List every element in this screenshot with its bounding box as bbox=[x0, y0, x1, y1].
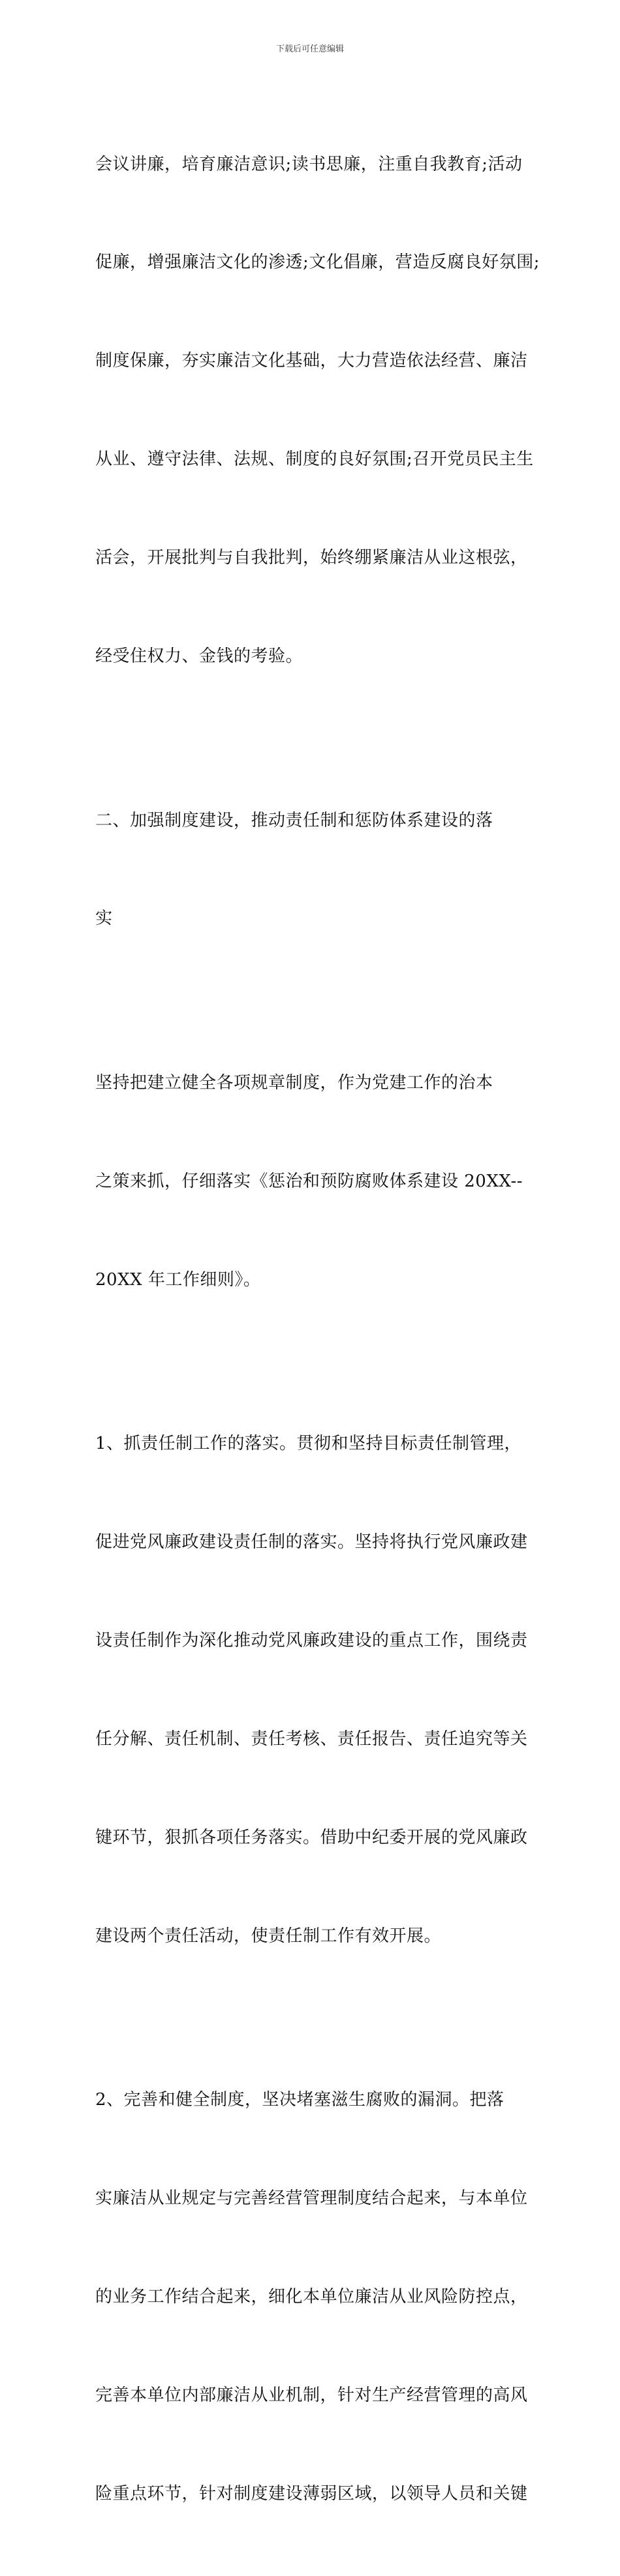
section-heading bbox=[95, 738, 542, 1001]
text-line: 建设两个责任活动，使责任制工作有效开展。 bbox=[95, 1926, 442, 1946]
paragraph bbox=[95, 82, 542, 738]
text-line: 键环节，狠抓各项任务落实。借助中纪委开展的党风廉政 bbox=[95, 1827, 528, 1847]
text-line: 20XX 年工作细则》。 bbox=[95, 1269, 261, 1290]
document-body bbox=[95, 82, 542, 2576]
text-line: 设责任制作为深化推动党风廉政建设的重点工作，围绕责 bbox=[95, 1630, 528, 1650]
text-line: 制度保廉，夯实廉洁文化基础，大力营造依法经营、廉洁 bbox=[95, 351, 528, 371]
text-line: 促廉，增强廉洁文化的渗透;文化倡廉，营造反腐良好氛围; bbox=[95, 252, 540, 273]
paragraph bbox=[95, 2018, 542, 2576]
text-line: 活会，开展批判与自我批判，始终绷紧廉洁从业这根弦， bbox=[95, 548, 528, 568]
paragraph bbox=[95, 1362, 542, 2018]
text-line: 之策来抓，仔细落实《惩治和预防腐败体系建设 20XX-- bbox=[95, 1171, 523, 1191]
text-line: 坚持把建立健全各项规章制度，作为党建工作的治本 bbox=[95, 1072, 493, 1093]
text-line: 实 bbox=[95, 909, 113, 929]
text-line: 实廉洁从业规定与完善经营管理制度结合起来，与本单位 bbox=[95, 2189, 528, 2208]
text-line: 险重点环节，针对制度建设薄弱区域，以领导人员和关键 bbox=[95, 2483, 528, 2504]
text-line: 经受住权力、金钱的考验。 bbox=[95, 646, 303, 667]
text-line: 促进党风廉政建设责任制的落实。坚持将执行党风廉政建 bbox=[95, 1532, 528, 1553]
text-line: 会议讲廉，培育廉洁意识;读书思廉，注重自我教育;活动 bbox=[95, 154, 523, 174]
paragraph bbox=[95, 1001, 542, 1361]
text-line: 二、加强制度建设，推动责任制和惩防体系建设的落 bbox=[95, 810, 493, 830]
text-line: 任分解、责任机制、责任考核、责任报告、责任追究等关 bbox=[95, 1729, 528, 1749]
text-line: 从业、遵守法律、法规、制度的良好氛围;召开党员民主生 bbox=[95, 449, 534, 470]
text-line: 完善本单位内部廉洁从业机制，针对生产经营管理的高风 bbox=[95, 2385, 528, 2405]
page-header: 下载后可任意编辑 bbox=[275, 44, 344, 54]
text-line: 的业务工作结合起来，细化本单位廉洁从业风险防控点， bbox=[95, 2286, 528, 2307]
text-line: 2、完善和健全制度，坚决堵塞滋生腐败的漏洞。把落 bbox=[95, 2090, 504, 2110]
text-line: 1、抓责任制工作的落实。贯彻和坚持目标责任制管理， bbox=[95, 1434, 522, 1454]
